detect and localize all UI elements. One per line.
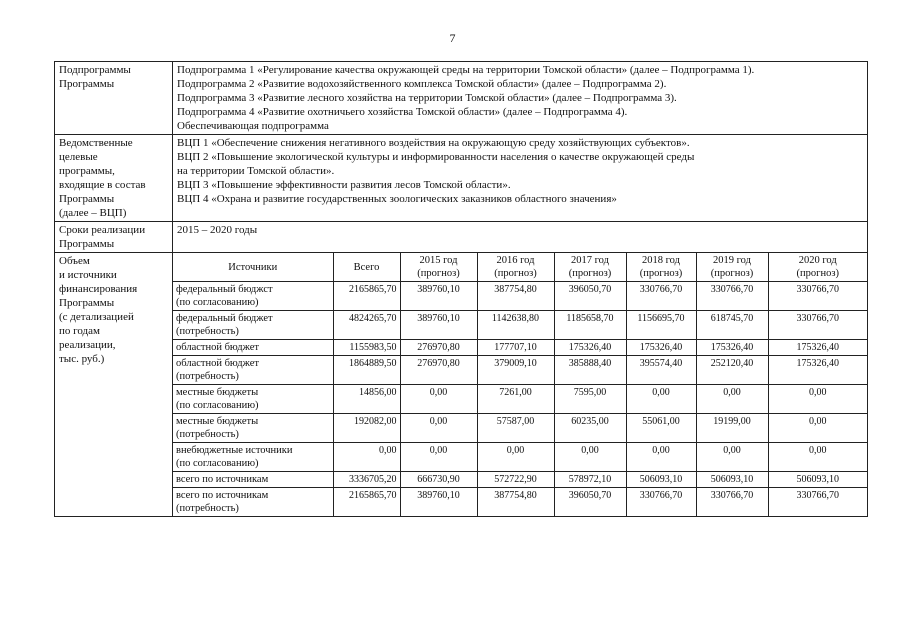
text-line: (с детализацией — [59, 311, 134, 323]
text-line: ВЦП 4 «Охрана и развитие государственных зоологических заказников областного значения» — [177, 193, 617, 205]
year-value-cell: 506093,10 — [768, 472, 867, 488]
departmental-programs-row — [55, 135, 868, 222]
table-row — [173, 472, 867, 488]
source-cell: местные бюджеты (по согласованию) — [173, 385, 333, 414]
text-line: Программы — [59, 297, 115, 309]
terms-row — [55, 222, 868, 253]
year-header: 2015 год (прогноз) — [400, 253, 477, 282]
table-row — [173, 340, 867, 356]
year-header: 2018 год (прогноз) — [626, 253, 696, 282]
year-value-cell: 387754,80 — [477, 488, 554, 517]
text-line: Объем — [59, 255, 90, 267]
year-value-cell: 0,00 — [696, 385, 768, 414]
year-value-cell: 396050,70 — [554, 282, 626, 311]
text-line: Подпрограммы — [59, 64, 131, 76]
year-header: 2017 год (прогноз) — [554, 253, 626, 282]
terms-value: 2015 – 2020 годы — [173, 222, 868, 253]
text-line: Программы — [59, 193, 115, 205]
year-value-cell: 175326,40 — [768, 356, 867, 385]
year-value-cell: 7595,00 — [554, 385, 626, 414]
year-value-cell: 330766,70 — [768, 282, 867, 311]
year-value-cell: 330766,70 — [696, 282, 768, 311]
text-line: целевые — [59, 151, 98, 163]
year-value-cell: 389760,10 — [400, 282, 477, 311]
year-value-cell: 0,00 — [696, 443, 768, 472]
departmental-programs-content — [173, 135, 868, 222]
year-value-cell: 1185658,70 — [554, 311, 626, 340]
total-cell: 2165865,70 — [333, 488, 400, 517]
subprograms-content — [173, 62, 868, 135]
text-line: Программы — [59, 78, 115, 90]
year-value-cell: 330766,70 — [626, 282, 696, 311]
year-value-cell: 385888,40 — [554, 356, 626, 385]
year-value-cell: 572722,90 — [477, 472, 554, 488]
total-cell: 1155983,50 — [333, 340, 400, 356]
text-line: Обеспечивающая подпрограмма — [177, 120, 329, 132]
year-value-cell: 578972,10 — [554, 472, 626, 488]
table-row — [173, 488, 867, 517]
text-line: Подпрограмма 2 «Развитие водохозяйственного комплекса Томской области» (далее – Подпрограмма 2). — [177, 78, 667, 90]
total-cell: 2165865,70 — [333, 282, 400, 311]
text-line: Ведомственные — [59, 137, 133, 149]
source-cell: внебюджетные источники (по согласованию) — [173, 443, 333, 472]
text-line: ВЦП 1 «Обеспечение снижения негативного воздействия на окружающую среду хозяйствующих субъектов». — [177, 137, 690, 149]
text-line: Подпрограмма 4 «Развитие охотничьего хозяйства Томской области» (далее – Подпрограмма 4). — [177, 106, 628, 118]
year-value-cell: 0,00 — [768, 385, 867, 414]
text-line: Программы — [59, 238, 115, 250]
text-line: программы, — [59, 165, 115, 177]
year-value-cell: 666730,90 — [400, 472, 477, 488]
table-row — [173, 356, 867, 385]
year-value-cell: 175326,40 — [626, 340, 696, 356]
year-value-cell: 389760,10 — [400, 488, 477, 517]
year-value-cell: 7261,00 — [477, 385, 554, 414]
terms-label — [55, 222, 173, 253]
year-value-cell: 175326,40 — [768, 340, 867, 356]
text-line: Подпрограмма 1 «Регулирование качества окружающей среды на территории Томской области» (далее – Подпрограмма 1). — [177, 64, 755, 76]
total-cell: 1864889,50 — [333, 356, 400, 385]
year-value-cell: 19199,00 — [696, 414, 768, 443]
text-line: входящие в состав — [59, 179, 146, 191]
text-line: по годам — [59, 325, 100, 337]
funding-content — [173, 253, 868, 517]
year-value-cell: 177707,10 — [477, 340, 554, 356]
table-row — [173, 385, 867, 414]
total-cell: 192082,00 — [333, 414, 400, 443]
funding-row — [55, 253, 868, 517]
text-line: и источники — [59, 269, 117, 281]
program-passport-table — [54, 61, 868, 517]
funding-label — [55, 253, 173, 517]
sources-header: Источники — [173, 253, 333, 282]
year-value-cell: 0,00 — [477, 443, 554, 472]
year-value-cell: 330766,70 — [626, 488, 696, 517]
year-value-cell: 0,00 — [400, 414, 477, 443]
text-line: финансирования — [59, 283, 138, 295]
year-value-cell: 276970,80 — [400, 340, 477, 356]
source-cell: всего по источникам — [173, 472, 333, 488]
total-cell: 0,00 — [333, 443, 400, 472]
funding-header-row — [173, 253, 867, 282]
year-value-cell: 0,00 — [400, 385, 477, 414]
source-cell: областной бюджет — [173, 340, 333, 356]
source-cell: местные бюджеты (потребность) — [173, 414, 333, 443]
table-row — [173, 311, 867, 340]
source-cell: всего по источникам (потребность) — [173, 488, 333, 517]
year-value-cell: 57587,00 — [477, 414, 554, 443]
text-line: Сроки реализации — [59, 224, 146, 236]
source-cell: федеральный бюджет (потребность) — [173, 311, 333, 340]
page-number: 7 — [449, 31, 456, 45]
text-line: (далее – ВЦП) — [59, 207, 127, 219]
year-value-cell: 252120,40 — [696, 356, 768, 385]
year-value-cell: 618745,70 — [696, 311, 768, 340]
table-row — [173, 443, 867, 472]
total-cell: 4824265,70 — [333, 311, 400, 340]
source-cell: федеральный бюджст (по согласованию) — [173, 282, 333, 311]
year-value-cell: 396050,70 — [554, 488, 626, 517]
source-cell: областной бюджет (потребность) — [173, 356, 333, 385]
year-value-cell: 175326,40 — [554, 340, 626, 356]
text-line: ВЦП 3 «Повышение эффективности развития лесов Томской области». — [177, 179, 511, 191]
funding-table — [173, 253, 867, 516]
year-value-cell: 379009,10 — [477, 356, 554, 385]
year-value-cell: 276970,80 — [400, 356, 477, 385]
year-value-cell: 0,00 — [768, 414, 867, 443]
year-value-cell: 0,00 — [768, 443, 867, 472]
year-header: 2016 год (прогноз) — [477, 253, 554, 282]
text-line: реализации, — [59, 339, 116, 351]
year-value-cell: 330766,70 — [768, 311, 867, 340]
year-value-cell: 60235,00 — [554, 414, 626, 443]
year-value-cell: 330766,70 — [768, 488, 867, 517]
year-value-cell: 506093,10 — [626, 472, 696, 488]
year-value-cell: 175326,40 — [696, 340, 768, 356]
year-value-cell: 387754,80 — [477, 282, 554, 311]
total-header: Всего — [333, 253, 400, 282]
year-value-cell: 395574,40 — [626, 356, 696, 385]
text-line: на территории Томской области». — [177, 165, 335, 177]
year-header: 2019 год (прогноз) — [696, 253, 768, 282]
text-line: Подпрограмма 3 «Развитие лесного хозяйства на территории Томской области» (далее – Подпрограмма 3). — [177, 92, 677, 104]
total-cell: 3336705,20 — [333, 472, 400, 488]
year-value-cell: 55061,00 — [626, 414, 696, 443]
year-value-cell: 0,00 — [400, 443, 477, 472]
subprograms-label — [55, 62, 173, 135]
text-line: ВЦП 2 «Повышение экологической культуры и информированности населения о качестве окружающей среды — [177, 151, 695, 163]
year-value-cell: 506093,10 — [696, 472, 768, 488]
funding-table-body — [173, 282, 867, 517]
departmental-programs-label — [55, 135, 173, 222]
year-value-cell: 0,00 — [554, 443, 626, 472]
year-value-cell: 0,00 — [626, 443, 696, 472]
total-cell: 14856,00 — [333, 385, 400, 414]
year-value-cell: 0,00 — [626, 385, 696, 414]
subprograms-row — [55, 62, 868, 135]
table-row — [173, 414, 867, 443]
table-row — [173, 282, 867, 311]
year-value-cell: 389760,10 — [400, 311, 477, 340]
text-line: тыс. руб.) — [59, 353, 105, 365]
year-value-cell: 1142638,80 — [477, 311, 554, 340]
year-header: 2020 год (прогноз) — [768, 253, 867, 282]
year-value-cell: 330766,70 — [696, 488, 768, 517]
year-value-cell: 1156695,70 — [626, 311, 696, 340]
